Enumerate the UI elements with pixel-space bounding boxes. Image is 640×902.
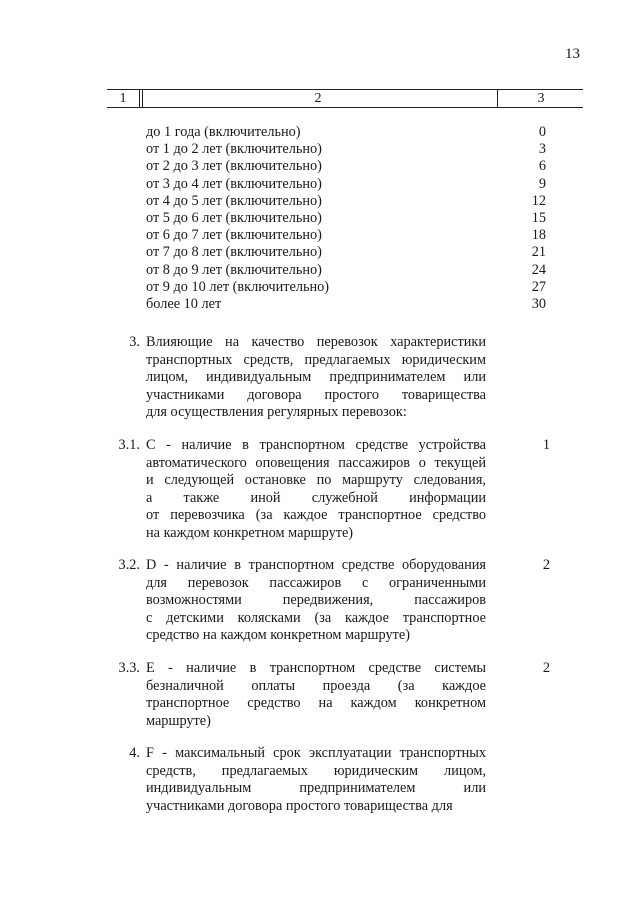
age-row: [146, 279, 546, 296]
age-range-label: от 6 до 7 лет (включительно): [146, 227, 322, 244]
age-row: [146, 193, 546, 210]
section-text-line: участниками договора простого товарищества для: [146, 797, 453, 814]
age-range-label: от 7 до 8 лет (включительно): [146, 244, 322, 261]
age-score: 3: [538, 141, 546, 158]
section-number: 3.2.: [118, 557, 140, 573]
section-text: [146, 745, 486, 815]
age-range-label: от 3 до 4 лет (включительно): [146, 175, 322, 192]
age-row: [146, 296, 546, 313]
section-text-line: а также иной служебной информации: [146, 489, 486, 506]
age-range-label: от 2 до 3 лет (включительно): [146, 158, 322, 175]
header-col-2: 2: [314, 91, 322, 106]
age-row: [146, 227, 546, 244]
section-number: 3.1.: [118, 437, 140, 453]
section-text-line: транспортных средств, предлагаемых юридическим: [146, 351, 486, 368]
age-row: [146, 176, 546, 193]
age-range-label: от 9 до 10 лет (включительно): [146, 278, 330, 295]
column-divider: [497, 90, 498, 107]
age-score: 0: [538, 124, 546, 140]
age-score: 12: [531, 192, 546, 209]
column-divider: [139, 90, 140, 107]
page-number: 13: [565, 46, 580, 62]
section-text-line: индивидуальным предпринимателем или: [146, 780, 486, 796]
section-score: 2: [542, 660, 550, 676]
age-row: [146, 141, 546, 158]
age-range-label: от 5 до 6 лет (включительно): [146, 209, 322, 226]
age-score: 15: [531, 209, 546, 226]
section-text-line: для перевозок пассажиров с ограниченными: [146, 574, 486, 591]
section-text-line: безналичной оплаты проезда (за каждое: [146, 677, 486, 694]
age-score: 18: [531, 227, 546, 244]
section-text: [146, 437, 486, 542]
age-row: [146, 262, 546, 279]
vehicle-age-list: [146, 124, 546, 313]
age-row: [146, 244, 546, 261]
section-score: 1: [542, 437, 550, 453]
section-text-line: с детскими колясками (за каждое транспортное: [146, 609, 486, 626]
age-range-label: от 8 до 9 лет (включительно): [146, 261, 322, 278]
section-number: 4.: [129, 745, 140, 761]
section-text-line: участниками договора простого товарищества: [146, 386, 486, 403]
table-header: [107, 89, 583, 108]
section-text-line: маршруте): [146, 712, 211, 729]
age-score: 21: [531, 244, 546, 261]
age-range-label: более 10 лет: [146, 295, 222, 312]
section-text-line: транспортное средство на каждом конкретном: [146, 695, 486, 711]
section-text-line: и следующей остановке по маршруту следования,: [146, 472, 486, 488]
section-number: 3.: [129, 334, 140, 350]
section-score: 2: [542, 557, 550, 573]
section-text-line: на каждом конкретном маршруте): [146, 524, 354, 541]
section-text: [146, 660, 486, 730]
header-col-1: 1: [119, 91, 127, 106]
section-text-line: возможностями передвижения, пассажиров: [146, 592, 486, 608]
section-text-line: Е - наличие в транспортном средстве системы: [146, 660, 486, 676]
age-range-label: от 1 до 2 лет (включительно): [146, 141, 322, 158]
section-number: 3.3.: [118, 660, 140, 676]
age-row: [146, 124, 546, 141]
age-row: [146, 158, 546, 175]
section-text-line: F - максимальный срок эксплуатации транспортных: [146, 745, 486, 761]
section-text: [146, 557, 486, 645]
age-score: 30: [531, 295, 546, 312]
section-text: [146, 334, 486, 422]
age-row: [146, 210, 546, 227]
section-text-line: средство на каждом конкретном маршруте): [146, 627, 410, 643]
section-text-line: от перевозчика (за каждое транспортное средство: [146, 507, 486, 523]
header-col-3: 3: [537, 91, 545, 106]
age-score: 6: [538, 158, 546, 175]
age-score: 27: [531, 278, 546, 295]
section-text-line: автоматического оповещения пассажиров о текущей: [146, 454, 486, 471]
section-text-line: D - наличие в транспортном средстве оборудования: [146, 557, 486, 573]
section-text-line: С - наличие в транспортном средстве устройства: [146, 437, 486, 453]
section-text-line: для осуществления регулярных перевозок:: [146, 404, 407, 420]
age-score: 24: [531, 261, 546, 278]
age-range-label: до 1 года (включительно): [146, 124, 301, 140]
section-text-line: лицом, индивидуальным предпринимателем или: [146, 369, 486, 385]
section-text-line: Влияющие на качество перевозок характеристики: [146, 334, 486, 350]
section-text-line: средств, предлагаемых юридическим лицом,: [146, 762, 486, 779]
age-range-label: от 4 до 5 лет (включительно): [146, 192, 322, 209]
age-score: 9: [538, 175, 546, 192]
